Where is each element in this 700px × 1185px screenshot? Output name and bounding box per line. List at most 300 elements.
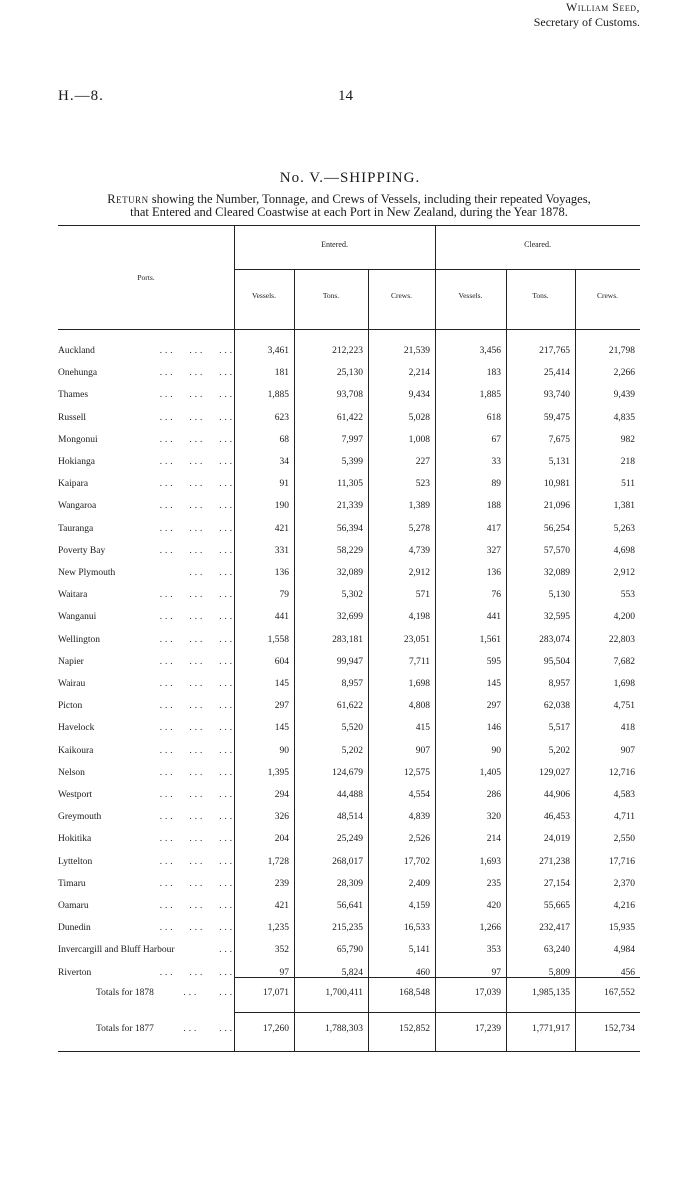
table-row-20-cell-0: 294	[274, 790, 289, 800]
port-name: Riverton	[58, 967, 92, 978]
table-row-23-cell-3: 1,693	[479, 856, 501, 867]
table-row-14-cell-1: 99,947	[336, 656, 363, 667]
dot-leader-segment: ...	[219, 700, 235, 711]
port-name: Kaipara	[58, 479, 89, 490]
totals-row-1-cell-3: 17,239	[474, 1024, 501, 1034]
table-row-23-cell-5: 17,716	[608, 856, 635, 867]
table-row-22-cell-0: 204	[274, 834, 289, 845]
dot-leader-segment: ...	[219, 855, 235, 866]
table-row-12-cell-4: 32,595	[543, 612, 570, 623]
port-name: Timaru	[58, 878, 86, 889]
totals-label: Totals for 1877	[96, 1024, 154, 1034]
table-row-7-cell-4: 21,096	[543, 501, 570, 512]
table-row-25-cell-3: 420	[486, 901, 501, 911]
table-row-22-cell-5: 2,550	[613, 834, 635, 845]
table-row-5-cell-5: 218	[620, 457, 635, 467]
port-name: Tauranga	[58, 523, 94, 534]
port-name: Invercargill and Bluff Harbour	[58, 945, 175, 956]
table-row-12-cell-2: 4,198	[408, 612, 430, 623]
port-name: Wangaroa	[58, 501, 97, 512]
dot-leader-segment: ...	[219, 589, 235, 600]
table-row-22-cell-1: 25,249	[336, 834, 363, 845]
dot-leader-segment: ...	[219, 900, 235, 910]
port-name: Auckland	[58, 346, 95, 356]
dot-leader-segment: ...	[189, 655, 206, 666]
signature-title: Secretary of Customs.	[533, 15, 640, 29]
dot-leader-segment: ...	[159, 433, 176, 444]
table-row-11-cell-4: 5,130	[548, 590, 570, 601]
dot-leader	[120, 900, 235, 910]
table-row-25-cell-1: 56,641	[336, 901, 363, 911]
dot-leader-segment: ...	[159, 922, 176, 933]
entered-group-header: Entered.	[321, 240, 348, 249]
table-row-26-cell-0: 1,235	[267, 923, 289, 934]
dot-leader-segment: ...	[159, 655, 176, 666]
totals-row-0-cell-3: 17,039	[474, 988, 501, 998]
port-name: Poverty Bay	[58, 545, 106, 556]
dot-leader	[120, 767, 235, 777]
page-number: 14	[338, 88, 353, 104]
table-row-28-cell-5: 456	[620, 967, 635, 978]
table-row-3-cell-1: 61,422	[336, 412, 363, 423]
dot-leader-segment: ...	[159, 500, 176, 511]
table-row-1-cell-5: 2,266	[613, 368, 635, 379]
running-header-code: H.—8.	[58, 88, 104, 104]
table-row-15-cell-4: 8,957	[548, 679, 570, 689]
dot-leader-segment: ...	[189, 456, 206, 466]
totals-row-0-cell-5: 167,552	[604, 988, 635, 998]
table-row-10-cell-0: 136	[274, 568, 289, 578]
table-row-13-cell-0: 1,558	[267, 634, 289, 645]
dot-leader	[120, 833, 235, 843]
table-row-27-cell-3: 353	[486, 945, 501, 956]
table-row-13-cell-2: 23,051	[403, 634, 430, 645]
table-row-26-cell-4: 232,417	[539, 923, 570, 934]
dot-leader-segment: ...	[219, 722, 235, 733]
table-row-13-cell-5: 22,803	[608, 634, 635, 645]
table-row-3-cell-5: 4,835	[613, 412, 635, 423]
dot-leader-segment: ...	[159, 855, 176, 866]
table-row-13-cell-1: 283,181	[332, 634, 363, 645]
table-row-18-cell-4: 5,202	[548, 745, 570, 756]
dot-leader	[120, 500, 235, 510]
dot-leader	[120, 856, 235, 866]
dot-leader-segment: ...	[219, 345, 235, 355]
dot-leader-segment: ...	[159, 611, 176, 622]
dot-leader	[120, 589, 235, 599]
table-bottom-rule	[58, 1051, 640, 1052]
table-row-13-cell-3: 1,561	[479, 634, 501, 645]
dot-leader-segment: ...	[189, 478, 206, 489]
table-row-3-cell-3: 618	[486, 412, 501, 423]
dot-leader-segment: ...	[159, 744, 176, 755]
signature-name: William Seed,	[565, 0, 640, 14]
table-row-16-cell-1: 61,622	[336, 701, 363, 712]
dot-leader-segment: ...	[189, 922, 206, 933]
table-row-1-cell-4: 25,414	[543, 368, 570, 379]
table-row-9-cell-3: 327	[486, 545, 501, 556]
table-row-27-cell-1: 65,790	[336, 945, 363, 956]
subtitle-line1: showing the Number, Tonnage, and Crews of Vessels, including their repeated Voyages,	[151, 192, 591, 206]
table-row-9-cell-0: 331	[274, 545, 289, 556]
table-row-10-cell-5: 2,912	[613, 568, 635, 578]
totals-row-0-cell-1: 1,700,411	[325, 988, 363, 998]
entered-crews-header: Crews.	[390, 291, 413, 300]
table-row-17-cell-3: 146	[486, 723, 501, 734]
dot-leader-segment: ...	[159, 633, 176, 644]
dot-leader-segment: ...	[219, 567, 235, 577]
table-header-bottom-rule	[58, 329, 640, 330]
totals-row-0-cell-0: 17,071	[262, 988, 289, 998]
table-row-7-cell-3: 188	[486, 501, 501, 512]
dot-leader-segment: ...	[159, 766, 176, 777]
table-row-2-cell-0: 1,885	[267, 390, 289, 401]
table-row-23-cell-0: 1,728	[267, 856, 289, 867]
dot-leader-segment: ...	[219, 789, 235, 799]
table-row-10-cell-2: 2,912	[408, 568, 430, 578]
table-row-27-cell-4: 63,240	[543, 945, 570, 956]
dot-leader-segment: ...	[219, 522, 235, 533]
table-row-15-cell-0: 145	[274, 679, 289, 689]
dot-leader	[120, 656, 235, 666]
col-rule-entered-tons	[368, 269, 369, 1051]
port-name: Mongonui	[58, 434, 98, 445]
table-row-16-cell-2: 4,808	[408, 701, 430, 712]
dot-leader-segment: ...	[219, 544, 235, 555]
dot-leader-segment: ...	[219, 944, 235, 955]
table-row-9-cell-4: 57,570	[543, 545, 570, 556]
dot-leader-segment: ...	[219, 1023, 235, 1033]
table-row-7-cell-2: 1,389	[408, 501, 430, 512]
table-row-16-cell-5: 4,751	[613, 701, 635, 712]
dot-leader-segment: ...	[189, 722, 206, 733]
totals-row-1-cell-4: 1,771,917	[532, 1024, 570, 1034]
table-row-9-cell-1: 58,229	[336, 545, 363, 556]
totals-row-0-cell-2: 168,548	[399, 988, 430, 998]
port-name: Kaikoura	[58, 745, 94, 756]
dot-leader-segment: ...	[219, 877, 235, 888]
table-row-13-cell-4: 283,074	[539, 634, 570, 645]
dot-leader-segment: ...	[159, 700, 176, 711]
table-row-11-cell-1: 5,302	[341, 590, 363, 601]
port-name: Wanganui	[58, 612, 97, 623]
table-row-26-cell-1: 215,235	[332, 923, 363, 934]
table-row-25-cell-0: 421	[274, 901, 289, 911]
table-row-6-cell-0: 91	[279, 479, 289, 490]
dot-leader-segment: ...	[219, 478, 235, 489]
table-row-19-cell-3: 1,405	[479, 767, 501, 778]
dot-leader-segment: ...	[189, 567, 206, 577]
dot-leader	[120, 1023, 235, 1033]
dot-leader-segment: ...	[159, 789, 176, 799]
dot-leader-segment: ...	[159, 811, 176, 822]
table-row-20-cell-4: 44,906	[543, 790, 570, 800]
table-row-2-cell-5: 9,439	[613, 390, 635, 401]
dot-leader-segment: ...	[159, 411, 176, 422]
table-row-4-cell-2: 1,008	[408, 434, 430, 445]
table-row-5-cell-3: 33	[491, 457, 501, 467]
table-row-28-cell-3: 97	[491, 967, 501, 978]
table-row-26-cell-3: 1,266	[479, 923, 501, 934]
dot-leader-segment: ...	[159, 589, 176, 600]
dot-leader-segment: ...	[183, 1023, 200, 1033]
table-row-6-cell-2: 523	[415, 479, 430, 490]
table-row-14-cell-2: 7,711	[408, 656, 430, 667]
port-name: Greymouth	[58, 812, 102, 823]
dot-leader	[120, 345, 235, 355]
table-row-24-cell-2: 2,409	[408, 878, 430, 889]
table-row-19-cell-5: 12,716	[608, 767, 635, 778]
dot-leader-segment: ...	[189, 389, 206, 400]
dot-leader	[120, 523, 235, 533]
dot-leader	[120, 389, 235, 399]
totals-row-0-cell-4: 1,985,135	[532, 988, 570, 998]
table-row-24-cell-5: 2,370	[613, 878, 635, 889]
table-row-11-cell-5: 553	[620, 590, 635, 601]
table-row-1-cell-3: 183	[486, 368, 501, 379]
cleared-group-header: Cleared.	[524, 240, 551, 249]
table-row-20-cell-3: 286	[486, 790, 501, 800]
dot-leader	[120, 634, 235, 644]
table-row-2-cell-4: 93,740	[543, 390, 570, 401]
table-row-18-cell-0: 90	[279, 745, 289, 756]
dot-leader-segment: ...	[189, 522, 206, 533]
table-row-6-cell-1: 11,305	[337, 479, 363, 490]
table-row-24-cell-4: 27,154	[543, 878, 570, 889]
ports-column-header: Ports.	[137, 273, 155, 282]
dot-leader-segment: ...	[189, 789, 206, 799]
table-row-9-cell-5: 4,698	[613, 545, 635, 556]
table-row-27-cell-0: 352	[274, 945, 289, 956]
dot-leader-segment: ...	[159, 522, 176, 533]
dot-leader	[120, 811, 235, 821]
dot-leader	[120, 922, 235, 932]
table-row-2-cell-2: 9,434	[408, 390, 430, 401]
dot-leader-segment: ...	[189, 678, 206, 688]
table-row-18-cell-2: 907	[415, 745, 430, 756]
dot-leader-segment: ...	[189, 766, 206, 777]
dot-leader-segment: ...	[219, 367, 235, 378]
port-name: Wellington	[58, 634, 100, 645]
dot-leader-segment: ...	[159, 900, 176, 910]
entered-tons-header: Tons.	[322, 291, 340, 300]
table-row-1-cell-2: 2,214	[408, 368, 430, 379]
table-row-5-cell-4: 5,131	[548, 457, 570, 467]
dot-leader	[120, 745, 235, 755]
table-row-16-cell-4: 62,038	[543, 701, 570, 712]
dot-leader	[120, 567, 235, 577]
table-row-21-cell-5: 4,711	[613, 812, 635, 823]
dot-leader-segment: ...	[159, 678, 176, 688]
dot-leader-segment: ...	[219, 611, 235, 622]
dot-leader-segment: ...	[189, 500, 206, 511]
dot-leader	[120, 987, 235, 997]
table-row-0-cell-2: 21,539	[403, 346, 430, 356]
port-name: Waitara	[58, 590, 88, 601]
table-row-19-cell-0: 1,395	[267, 767, 289, 778]
table-row-9-cell-2: 4,739	[408, 545, 430, 556]
dot-leader-segment: ...	[159, 478, 176, 489]
table-row-4-cell-3: 67	[491, 434, 501, 445]
table-row-26-cell-2: 16,533	[403, 923, 430, 934]
col-rule-entered-vessels	[294, 269, 295, 1051]
dot-leader-segment: ...	[189, 611, 206, 622]
table-row-11-cell-0: 79	[279, 590, 289, 601]
dot-leader-segment: ...	[219, 922, 235, 933]
table-row-0-cell-1: 212,223	[332, 346, 363, 356]
table-row-5-cell-2: 227	[415, 457, 430, 467]
dot-leader-segment: ...	[219, 456, 235, 466]
dot-leader-segment: ...	[219, 744, 235, 755]
document-title: No. V.—SHIPPING.	[279, 170, 421, 186]
dot-leader-segment: ...	[189, 900, 206, 910]
dot-leader-segment: ...	[219, 833, 235, 844]
table-row-0-cell-4: 217,765	[539, 346, 570, 356]
signature-block	[470, 0, 640, 30]
table-row-28-cell-1: 5,824	[341, 967, 363, 978]
dot-leader	[120, 967, 235, 977]
table-row-27-cell-2: 5,141	[408, 945, 430, 956]
port-name: Havelock	[58, 723, 95, 734]
table-row-15-cell-3: 145	[486, 679, 501, 689]
table-row-0-cell-5: 21,798	[608, 346, 635, 356]
dot-leader	[120, 722, 235, 732]
cleared-tons-header: Tons.	[532, 291, 549, 300]
table-row-4-cell-5: 982	[620, 434, 635, 445]
table-row-3-cell-0: 623	[274, 412, 289, 423]
dot-leader-segment: ...	[189, 589, 206, 600]
table-row-1-cell-0: 181	[274, 368, 289, 379]
table-row-6-cell-3: 89	[491, 479, 501, 490]
table-top-rule	[58, 225, 640, 226]
col-rule-entered	[435, 225, 436, 1051]
table-row-15-cell-5: 1,698	[613, 679, 635, 689]
dot-leader-segment: ...	[219, 766, 235, 777]
dot-leader-segment: ...	[189, 855, 206, 866]
table-row-14-cell-5: 7,682	[613, 656, 635, 667]
table-row-21-cell-2: 4,839	[408, 812, 430, 823]
table-row-28-cell-2: 460	[415, 967, 430, 978]
table-row-4-cell-1: 7,997	[341, 434, 363, 445]
table-row-8-cell-3: 417	[486, 523, 501, 534]
dot-leader-segment: ...	[183, 987, 200, 997]
table-row-15-cell-2: 1,698	[408, 679, 430, 689]
totals-row-1-cell-5: 152,734	[604, 1024, 635, 1034]
dot-leader	[120, 878, 235, 888]
port-name: Onehunga	[58, 368, 98, 379]
dot-leader-segment: ...	[189, 744, 206, 755]
table-row-28-cell-4: 5,809	[548, 967, 570, 978]
dot-leader	[120, 944, 235, 954]
table-row-17-cell-2: 415	[415, 723, 430, 734]
table-row-14-cell-4: 95,504	[543, 656, 570, 667]
dot-leader	[120, 434, 235, 444]
cleared-crews-header: Crews.	[596, 291, 619, 300]
dot-leader-segment: ...	[189, 544, 206, 555]
table-row-18-cell-3: 90	[491, 745, 501, 756]
table-row-19-cell-4: 129,027	[539, 767, 570, 778]
dot-leader	[120, 678, 235, 688]
dot-leader-segment: ...	[219, 987, 235, 997]
dot-leader-segment: ...	[189, 833, 206, 844]
table-row-16-cell-0: 297	[274, 701, 289, 712]
dot-leader-segment: ...	[189, 367, 206, 378]
table-row-22-cell-3: 214	[486, 834, 501, 845]
dot-leader-segment: ...	[159, 722, 176, 733]
dot-leader-segment: ...	[159, 456, 176, 466]
dot-leader-segment: ...	[189, 811, 206, 822]
table-row-5-cell-0: 34	[279, 457, 289, 467]
table-row-24-cell-1: 28,309	[336, 878, 363, 889]
dot-leader-segment: ...	[189, 345, 206, 355]
table-row-6-cell-4: 10,981	[543, 479, 570, 490]
table-row-18-cell-5: 907	[620, 745, 635, 756]
port-name: Lyttelton	[58, 856, 93, 867]
table-row-22-cell-2: 2,526	[408, 834, 430, 845]
table-row-14-cell-3: 595	[486, 656, 501, 667]
dot-leader-segment: ...	[219, 433, 235, 444]
table-row-24-cell-3: 235	[486, 878, 501, 889]
table-row-4-cell-0: 68	[279, 434, 289, 445]
table-row-8-cell-1: 56,394	[336, 523, 363, 534]
table-row-2-cell-1: 93,708	[336, 390, 363, 401]
document-subtitle	[58, 193, 640, 219]
dot-leader-segment: ...	[219, 389, 235, 400]
table-row-17-cell-1: 5,520	[341, 723, 363, 734]
table-row-19-cell-1: 124,679	[332, 767, 363, 778]
col-rule-cleared-tons	[575, 269, 576, 1051]
table-row-4-cell-4: 7,675	[548, 434, 570, 445]
dot-leader-segment: ...	[159, 389, 176, 400]
dot-leader	[120, 611, 235, 621]
table-row-20-cell-1: 44,488	[336, 790, 363, 800]
shipping-table	[58, 225, 640, 1043]
table-row-27-cell-5: 4,984	[613, 945, 635, 956]
table-row-24-cell-0: 239	[274, 878, 289, 889]
table-row-15-cell-1: 8,957	[341, 679, 363, 689]
table-row-17-cell-5: 418	[620, 723, 635, 734]
table-row-10-cell-1: 32,089	[336, 568, 363, 578]
dot-leader-segment: ...	[159, 367, 176, 378]
dot-leader-segment: ...	[219, 655, 235, 666]
table-row-7-cell-5: 1,381	[613, 501, 635, 512]
table-row-21-cell-4: 46,453	[543, 812, 570, 823]
dot-leader	[120, 789, 235, 799]
dot-leader	[120, 545, 235, 555]
subtitle-lead-word: Return	[107, 192, 149, 206]
table-row-2-cell-3: 1,885	[479, 390, 501, 401]
dot-leader-segment: ...	[189, 700, 206, 711]
table-row-10-cell-3: 136	[486, 568, 501, 578]
table-row-10-cell-4: 32,089	[543, 568, 570, 578]
totals-row-1-cell-2: 152,852	[399, 1024, 430, 1034]
table-row-0-cell-3: 3,456	[479, 346, 501, 356]
dot-leader-segment: ...	[159, 833, 176, 844]
dot-leader-segment: ...	[219, 966, 235, 977]
table-row-3-cell-4: 59,475	[543, 412, 570, 423]
dot-leader	[120, 478, 235, 488]
port-name: Dunedin	[58, 923, 91, 934]
table-row-1-cell-1: 25,130	[336, 368, 363, 379]
dot-leader-segment: ...	[159, 345, 176, 355]
table-row-23-cell-1: 268,017	[332, 856, 363, 867]
dot-leader-segment: ...	[189, 433, 206, 444]
dot-leader	[120, 367, 235, 377]
port-name: New Plymouth	[58, 568, 116, 578]
port-name: Hokitika	[58, 834, 92, 845]
table-row-8-cell-4: 56,254	[543, 523, 570, 534]
port-name: Oamaru	[58, 901, 89, 911]
